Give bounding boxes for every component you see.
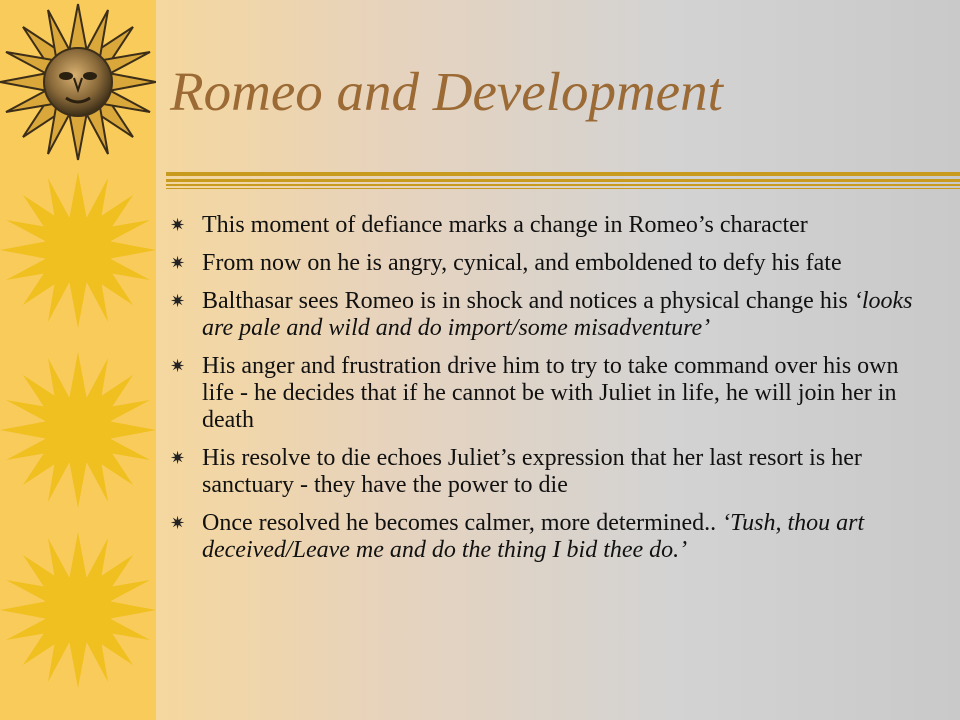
title-divider: [166, 172, 960, 194]
star-bullet-icon: ✷: [170, 215, 186, 235]
bullet-item: [170, 288, 930, 342]
star-bullet-icon: ✷: [170, 253, 186, 273]
bullet-text: His resolve to die echoes Juliet’s expression that her last resort is her sanctuary - they have the power to die: [202, 445, 862, 498]
bullet-item: [170, 250, 930, 277]
bullet-quote: ‘Tush, thou art deceived/Leave me and do the thing I bid thee do.’: [202, 510, 865, 563]
bullet-item: [170, 212, 930, 239]
slide-title: Romeo and Development: [170, 61, 723, 122]
bullet-text: His anger and frustration drive him to try to take command over his own life - he decides that if he cannot be with Juliet in life, he will join her in death: [202, 353, 899, 433]
decorative-sidebar: [0, 0, 156, 720]
star-bullet-icon: ✷: [170, 513, 186, 533]
bullet-text: Balthasar sees Romeo is in shock and notices a physical change his: [202, 288, 854, 314]
bullet-text: This moment of defiance marks a change in Romeo’s character: [202, 212, 808, 238]
star-bullet-icon: ✷: [170, 291, 186, 311]
bullet-text: Once resolved he becomes calmer, more determined..: [202, 510, 723, 536]
bullet-list: [170, 212, 930, 575]
sunburst-icon: [0, 352, 156, 508]
bullet-text: From now on he is angry, cynical, and emboldened to defy his fate: [202, 250, 842, 276]
star-bullet-icon: ✷: [170, 356, 186, 376]
sun-face-icon: [0, 4, 156, 160]
bullet-item: [170, 445, 930, 499]
sunburst-icon: [0, 172, 156, 328]
bullet-quote: ‘looks are pale and wild and do import/some misadventure’: [202, 288, 913, 341]
bullet-item: [170, 510, 930, 564]
sidebar-art: [0, 0, 156, 720]
bullet-item: [170, 353, 930, 434]
star-bullet-icon: ✷: [170, 448, 186, 468]
sunburst-icon: [0, 532, 156, 688]
